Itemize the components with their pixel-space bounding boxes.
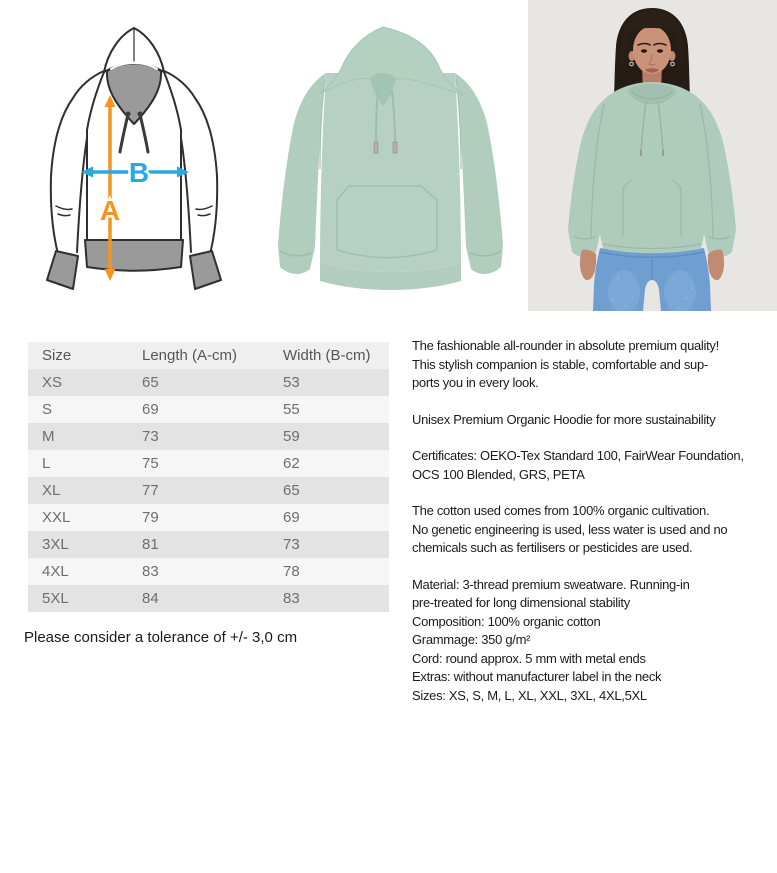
- size-row-m: [28, 423, 389, 450]
- flat-left-sleeve: [278, 73, 326, 274]
- cell-length: 65: [128, 369, 269, 396]
- size-diagram-image: [20, 8, 250, 308]
- cell-width: 73: [269, 531, 389, 558]
- text-line: OCS 100 Blended, GRS, PETA: [412, 466, 585, 482]
- size-row-xs: [28, 369, 389, 396]
- cell-length: 84: [128, 585, 269, 612]
- text-line: ports you in every look.: [412, 375, 539, 390]
- text-line: Sizes: XS, S, M, L, XL, XXL, 3XL, 4XL,5XL: [412, 687, 647, 703]
- text-line: The fashionable all-rounder in absolute premium quality!: [412, 338, 719, 353]
- text-line: This stylish companion is stable, comfortable and sup-: [412, 356, 708, 372]
- cell-size: 3XL: [28, 531, 128, 558]
- cell-length: 73: [128, 423, 269, 450]
- cell-size: XS: [28, 369, 128, 396]
- hoodie-measurement-diagram: [20, 8, 250, 308]
- text-line: Certificates: OEKO-Tex Standard 100, FairWear Foundation,: [412, 448, 744, 463]
- size-row-xxl: [28, 504, 389, 531]
- text-line: Composition: 100% organic cotton: [412, 613, 601, 629]
- size-row-3xl: [28, 531, 389, 558]
- text-line: Extras: without manufacturer label in the neck: [412, 669, 662, 684]
- cell-size: XXL: [28, 504, 128, 531]
- cell-length: 83: [128, 558, 269, 585]
- cell-size: 5XL: [28, 585, 128, 612]
- cell-length: 81: [128, 531, 269, 558]
- text-line: Material: 3-thread premium sweatware. Running-in: [412, 576, 690, 592]
- measurement-label-b: B: [128, 157, 150, 188]
- col-header-size: Size: [28, 342, 128, 369]
- cell-width: 55: [269, 396, 389, 423]
- text-line: Grammage: 350 g/m²: [412, 632, 531, 647]
- cell-width: 78: [269, 558, 389, 585]
- description-cotton: [412, 502, 764, 558]
- text-line: Cord: round approx. 5 mm with metal ends: [412, 650, 646, 666]
- size-chart-table: [28, 342, 389, 612]
- text-line: The cotton used comes from 100% organic cultivation.: [412, 503, 710, 518]
- flat-kangaroo-pocket: [337, 186, 437, 258]
- cell-size: XL: [28, 477, 128, 504]
- cell-width: 69: [269, 504, 389, 531]
- col-header-length: Length (A-cm): [128, 342, 269, 369]
- description-specs: [412, 576, 764, 706]
- flat-right-sleeve: [455, 73, 503, 274]
- cell-width: 83: [269, 585, 389, 612]
- cell-width: 59: [269, 423, 389, 450]
- size-chart-header-row: [28, 342, 389, 369]
- cell-length: 77: [128, 477, 269, 504]
- measurement-label-a: A: [99, 195, 121, 226]
- cell-length: 75: [128, 450, 269, 477]
- size-row-l: [28, 450, 389, 477]
- product-flat-image: [268, 5, 513, 310]
- size-row-5xl: [28, 585, 389, 612]
- size-row-s: [28, 396, 389, 423]
- description-subtitle: [412, 411, 764, 430]
- text-line: No genetic engineering is used, less water is used and no: [412, 521, 728, 537]
- cell-size: S: [28, 396, 128, 423]
- model-face: [633, 26, 671, 74]
- cell-width: 62: [269, 450, 389, 477]
- tolerance-note: Please consider a tolerance of +/- 3,0 cm: [24, 629, 298, 646]
- model-photo-image: [528, 0, 777, 311]
- size-row-4xl: [28, 558, 389, 585]
- cell-size: 4XL: [28, 558, 128, 585]
- size-row-xl: [28, 477, 389, 504]
- cell-size: M: [28, 423, 128, 450]
- cell-size: L: [28, 450, 128, 477]
- cell-width: 65: [269, 477, 389, 504]
- product-description: [412, 337, 764, 723]
- text-line: Unisex Premium Organic Hoodie for more sustainability: [412, 411, 716, 427]
- model-photo-illustration: [528, 0, 777, 311]
- text-line: chemicals such as fertilisers or pesticides are used.: [412, 540, 693, 555]
- description-intro: [412, 337, 764, 393]
- description-certificates: [412, 447, 764, 484]
- cell-length: 69: [128, 396, 269, 423]
- text-line: pre-treated for long dimensional stability: [412, 595, 630, 610]
- cell-length: 79: [128, 504, 269, 531]
- col-header-width: Width (B-cm): [269, 342, 389, 369]
- cell-width: 53: [269, 369, 389, 396]
- hoodie-flat-illustration: [268, 5, 513, 310]
